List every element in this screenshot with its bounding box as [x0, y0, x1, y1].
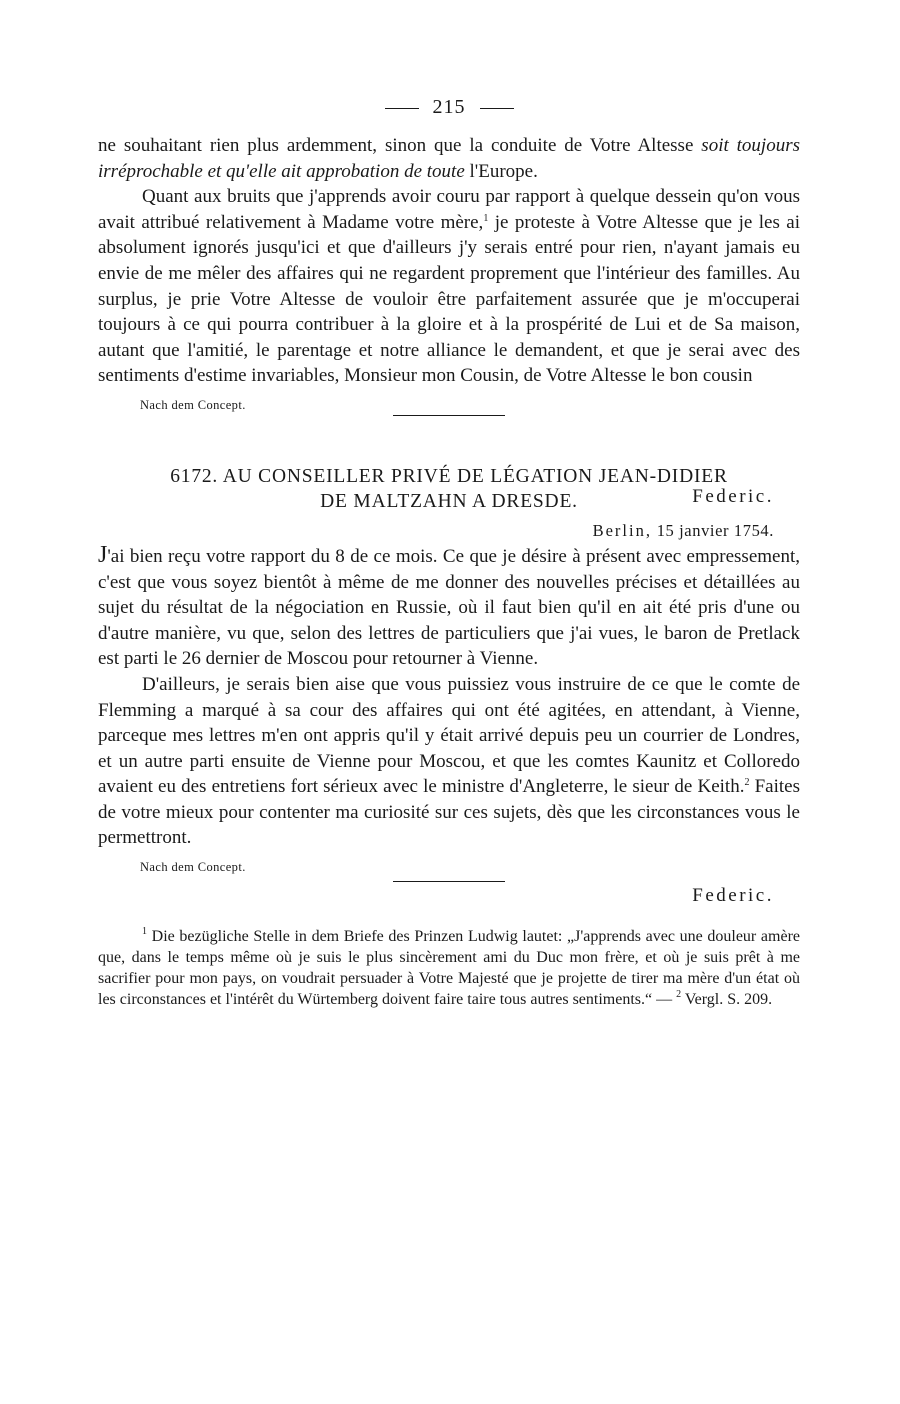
header-dash-right: [480, 108, 514, 109]
letter1-paragraph2-text-b: je proteste à Votre Altesse que je les ai absolument ignorés jusqu'ici et que d'ailleurs j'y serais entré pour rien, n'ayant jamais eu envie de me mêler des affaires qui ne regardent proprement que l'intérieur des familles. Au surplus, je prie Votre Altesse de vouloir être parfaitement assurée que je m'occuperai toujours à ce qui pourra contribuer à la gloire et à la prospérité de Lui et de Sa maison, autant que l'amitié, le parentage et notre alliance le demandent, et que je serai avec des sentiments d'estime invariables, Monsieur mon Cousin, de Votre Altesse le bon cousin: [98, 211, 801, 387]
letter1-signature: Federic.: [692, 486, 774, 508]
footnote-1-mark: 1: [142, 926, 147, 938]
letter1-paragraph2: [98, 184, 800, 389]
letter2-dateline: [98, 521, 800, 541]
letter1-line2-italic: soit toujours irréprochable et qu'elle ait approbation de toute: [98, 135, 800, 182]
footnote-2-text: Vergl. S. 209.: [681, 991, 773, 1009]
footnote-2-mark: 2: [676, 989, 682, 1001]
page-number: 215: [432, 96, 466, 118]
footnote-ref-1[interactable]: 1: [483, 212, 489, 224]
letter2-paragraph1-text: 'ai bien reçu votre rapport du 8 de ce mois. Ce que je désire à présent avec empressement, c'est que vous soyez bientôt à même de me donner des nouvelles précises et détaillées au sujet du résultat de la négociation en Russie, où il faut bien qu'il en ait été pris d'une ou d'autre manière, vu que, selon des lettres de particuliers que j'ai vues, le baron de Pretlack est parti le 26 dernier de Moscou pour retourner à Vienne.: [98, 545, 800, 670]
letter2-number: 6172.: [170, 465, 219, 487]
page-header: [98, 96, 800, 119]
letter1-paragraph2-text-a: Quant aux bruits que j'apprends avoir couru par rapport à quelque dessein qu'on vous avait attribué relativement à Madame votre mère,: [98, 186, 800, 233]
letter2-paragraph2-text-b: Faites de votre mieux pour contenter ma curiosité sur ces sujets, dès que les circonstances vous le permettront.: [98, 776, 801, 849]
letter1-source-note: Nach dem Concept.: [140, 397, 246, 412]
header-dash-left: [385, 108, 419, 109]
letter2-heading-line2: DE MALTZAHN A DRESDE.: [320, 491, 578, 513]
letter2-paragraph2-text-a: D'ailleurs, je serais bien aise que vous puissiez vous instruire de ce que le comte de Flemming a marqué à sa cour des affaires qui ont été agitées, en attendant, à Vienne, parceque mes lettres m'en ont appris qu'il y était arrivé depuis peu un courrier de Londres, et un autre parti ensuite de Vienne pour Moscou, et que les comtes Kaunitz et Colloredo avaient eu des entretiens fort sérieux avec le ministre d'Angleterre, le sieur de Keith.: [98, 673, 800, 798]
footnote-1: [98, 926, 800, 1010]
letter2-initial: J: [98, 541, 108, 568]
footnote-1-text: Die bezügliche Stelle in dem Briefe des Prinzen Ludwig lautet: „J'apprends avec une douleur amère que, dans le temps même où je suis le plus sincèrement ami du Duc mon frère, et où je suis prêt à me sacrifier pour mon pays, on voudrait persuader à Votre Majesté que je projette de tirer ma mère d'un état où les circonstances et l'intérêt du Würtemberg doivent faire taire tous autres sentiments.“ —: [98, 928, 800, 1009]
letter1-line1: ne souhaitant rien plus ardemment, sinon que la conduite de Votre: [98, 135, 631, 156]
footnote-ref-2[interactable]: 2: [744, 777, 750, 789]
letter1-paragraph1: [98, 133, 800, 184]
section-divider-1: [393, 415, 505, 416]
letter2-source-note: Nach dem Concept.: [140, 860, 246, 875]
footnotes: [98, 926, 800, 1010]
letter1-line2-start: Altesse: [637, 135, 702, 156]
letter2-paragraph2: [98, 672, 800, 851]
letter1-line3: l'Europe.: [469, 160, 538, 182]
letter2-signature: Federic.: [692, 884, 774, 906]
section-divider-2: [393, 881, 505, 882]
letter2-place: Berlin,: [592, 520, 652, 540]
letter2-heading-text-1: AU CONSEILLER PRIVÉ DE LÉGATION JEAN-DIDIER: [222, 465, 728, 487]
letter2-date: 15 janvier 1754.: [656, 520, 774, 540]
letter2-paragraph1: [98, 543, 800, 672]
document-page: [98, 96, 800, 1010]
